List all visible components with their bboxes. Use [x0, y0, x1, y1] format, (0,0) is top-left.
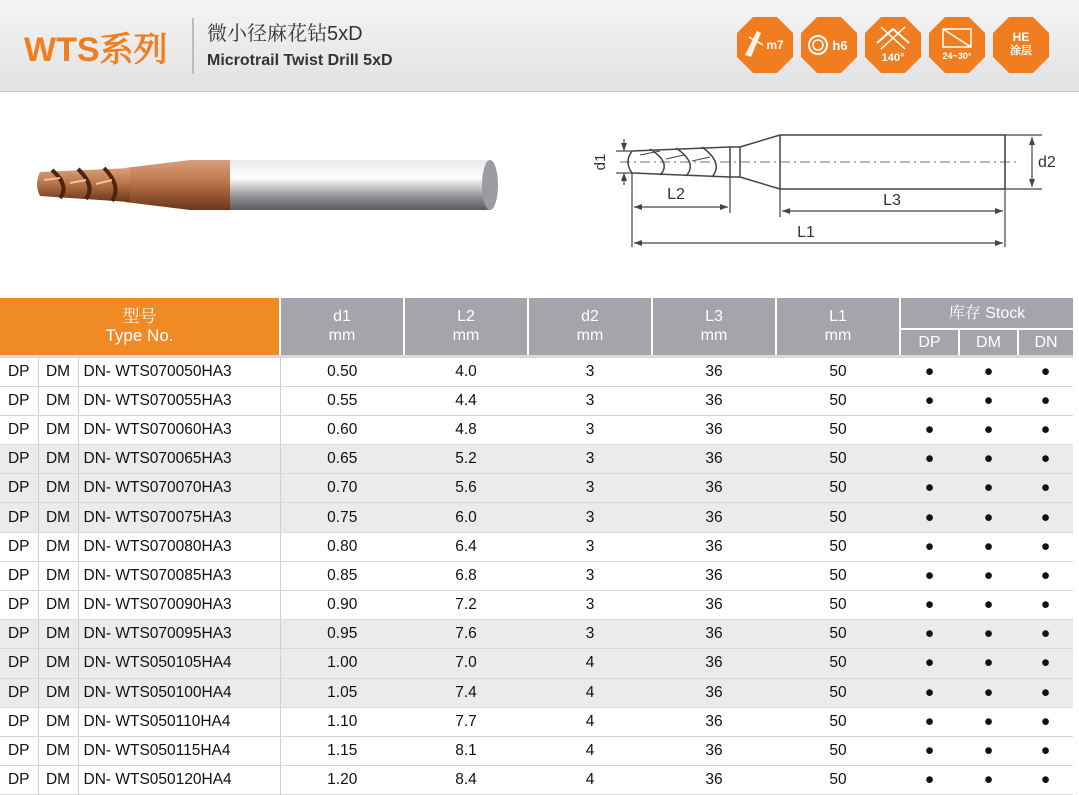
cell-l3: 36 — [652, 707, 776, 736]
cell-dm: ● — [959, 415, 1018, 444]
cell-l2: 5.6 — [404, 474, 528, 503]
cell-d2: 3 — [528, 532, 652, 561]
cell-b: DM — [38, 386, 78, 415]
cell-l2: 6.8 — [404, 561, 528, 590]
table-row — [0, 503, 1073, 532]
header-band — [0, 0, 1079, 92]
cell-l2: 6.0 — [404, 503, 528, 532]
cell-l3: 36 — [652, 620, 776, 649]
cell-dn: ● — [1018, 386, 1073, 415]
cell-dp: ● — [900, 678, 959, 707]
cell-d2: 3 — [528, 415, 652, 444]
table-row — [0, 474, 1073, 503]
table-row — [0, 415, 1073, 444]
cell-d1: 1.10 — [280, 707, 404, 736]
cell-l1: 50 — [776, 620, 900, 649]
cell-d1: 0.95 — [280, 620, 404, 649]
cell-l3: 36 — [652, 445, 776, 474]
cell-dm: ● — [959, 736, 1018, 765]
label-L1: L1 — [797, 224, 815, 241]
cell-d2: 4 — [528, 766, 652, 795]
badge-label-m7: m7 — [766, 38, 784, 52]
cell-b: DM — [38, 591, 78, 620]
cell-d1: 0.50 — [280, 356, 404, 386]
header-type-en: Type No. — [105, 326, 174, 346]
cell-d1: 0.60 — [280, 415, 404, 444]
table-header — [0, 298, 1073, 356]
cell-type: DN- WTS070070HA3 — [78, 474, 280, 503]
cell-dm: ● — [959, 386, 1018, 415]
cell-dm: ● — [959, 445, 1018, 474]
cell-type: DN- WTS050110HA4 — [78, 707, 280, 736]
cell-d2: 4 — [528, 736, 652, 765]
cell-l1: 50 — [776, 474, 900, 503]
cell-dn: ● — [1018, 620, 1073, 649]
cell-d1: 0.90 — [280, 591, 404, 620]
header-d1 — [280, 298, 404, 356]
cell-l1: 50 — [776, 766, 900, 795]
cell-type: DN- WTS050105HA4 — [78, 649, 280, 678]
cell-a: DP — [0, 415, 38, 444]
cell-d2: 4 — [528, 649, 652, 678]
cell-a: DP — [0, 678, 38, 707]
cell-dn: ● — [1018, 678, 1073, 707]
cell-dp: ● — [900, 591, 959, 620]
table-row — [0, 707, 1073, 736]
header-L2-name: L2 — [457, 308, 475, 326]
cell-dm: ● — [959, 474, 1018, 503]
header-L2 — [404, 298, 528, 356]
cell-l3: 36 — [652, 386, 776, 415]
cell-dm: ● — [959, 532, 1018, 561]
cell-dp: ● — [900, 386, 959, 415]
badge-label-helix: 24~30° — [942, 51, 972, 61]
cell-l2: 7.0 — [404, 649, 528, 678]
cell-d1: 0.70 — [280, 474, 404, 503]
cell-b: DM — [38, 620, 78, 649]
cell-type: DN- WTS070095HA3 — [78, 620, 280, 649]
cell-dm: ● — [959, 561, 1018, 590]
cell-l3: 36 — [652, 736, 776, 765]
table-row — [0, 561, 1073, 590]
header-divider — [192, 18, 194, 74]
cell-dn: ● — [1018, 503, 1073, 532]
cell-b: DM — [38, 561, 78, 590]
dimension-diagram — [580, 125, 1060, 255]
header-L3 — [652, 298, 776, 356]
table-body — [0, 356, 1073, 795]
cell-l2: 7.2 — [404, 591, 528, 620]
cell-d1: 0.85 — [280, 561, 404, 590]
cell-d1: 1.00 — [280, 649, 404, 678]
cell-type: DN- WTS070060HA3 — [78, 415, 280, 444]
cell-b: DM — [38, 415, 78, 444]
cell-a: DP — [0, 649, 38, 678]
table-row — [0, 766, 1073, 795]
cell-b: DM — [38, 678, 78, 707]
badge-label-h6: h6 — [832, 38, 848, 53]
shank-tolerance-icon — [735, 15, 795, 75]
cell-type: DN- WTS070080HA3 — [78, 532, 280, 561]
series-title: WTS系列 — [24, 31, 168, 69]
cell-dp: ● — [900, 503, 959, 532]
label-d2: d2 — [1038, 154, 1056, 171]
header-d1-name: d1 — [333, 308, 351, 326]
cell-a: DP — [0, 503, 38, 532]
cell-dm: ● — [959, 649, 1018, 678]
cell-l3: 36 — [652, 591, 776, 620]
table-row — [0, 386, 1073, 415]
cell-d2: 3 — [528, 356, 652, 386]
cell-l1: 50 — [776, 736, 900, 765]
cell-a: DP — [0, 620, 38, 649]
cell-l2: 4.4 — [404, 386, 528, 415]
cell-dn: ● — [1018, 474, 1073, 503]
cell-l2: 4.0 — [404, 356, 528, 386]
cell-dn: ● — [1018, 415, 1073, 444]
cell-b: DM — [38, 532, 78, 561]
cell-a: DP — [0, 591, 38, 620]
spec-table — [0, 298, 1073, 795]
cell-dp: ● — [900, 707, 959, 736]
cell-type: DN- WTS070090HA3 — [78, 591, 280, 620]
header-stock: 库存 Stock — [900, 298, 1073, 329]
cell-d2: 3 — [528, 445, 652, 474]
cell-l1: 50 — [776, 591, 900, 620]
header-stock-dn: DN — [1018, 329, 1073, 356]
table-row — [0, 532, 1073, 561]
cell-dm: ● — [959, 503, 1018, 532]
cell-a: DP — [0, 532, 38, 561]
cell-b: DM — [38, 356, 78, 386]
badge-label-coating: 涂层 — [1010, 45, 1032, 57]
cell-d2: 3 — [528, 561, 652, 590]
table-row — [0, 445, 1073, 474]
tolerance-circle-icon — [799, 15, 859, 75]
cell-dp: ● — [900, 736, 959, 765]
cell-dn: ● — [1018, 561, 1073, 590]
cell-l1: 50 — [776, 356, 900, 386]
cell-d2: 3 — [528, 503, 652, 532]
cell-a: DP — [0, 561, 38, 590]
cell-l3: 36 — [652, 356, 776, 386]
cell-a: DP — [0, 356, 38, 386]
cell-dm: ● — [959, 707, 1018, 736]
header-d1-unit: mm — [328, 327, 356, 345]
cell-b: DM — [38, 445, 78, 474]
cell-d2: 3 — [528, 591, 652, 620]
cell-l3: 36 — [652, 561, 776, 590]
cell-l3: 36 — [652, 415, 776, 444]
cell-dp: ● — [900, 356, 959, 386]
cell-dp: ● — [900, 766, 959, 795]
cell-dm: ● — [959, 678, 1018, 707]
cell-d1: 1.15 — [280, 736, 404, 765]
cell-l1: 50 — [776, 678, 900, 707]
header-L3-name: L3 — [705, 308, 723, 326]
cell-dp: ● — [900, 532, 959, 561]
cell-b: DM — [38, 736, 78, 765]
header-type-cn: 型号 — [122, 307, 157, 327]
cell-l1: 50 — [776, 415, 900, 444]
cell-d1: 0.75 — [280, 503, 404, 532]
cell-l2: 8.1 — [404, 736, 528, 765]
cell-l1: 50 — [776, 445, 900, 474]
cell-dp: ● — [900, 620, 959, 649]
cell-l3: 36 — [652, 503, 776, 532]
coating-icon — [991, 15, 1051, 75]
cell-a: DP — [0, 474, 38, 503]
cell-b: DM — [38, 503, 78, 532]
cell-d2: 3 — [528, 620, 652, 649]
header-d2-unit: mm — [576, 327, 604, 345]
cell-type: DN- WTS070075HA3 — [78, 503, 280, 532]
table-row — [0, 736, 1073, 765]
cell-dn: ● — [1018, 445, 1073, 474]
cell-dp: ● — [900, 649, 959, 678]
cell-a: DP — [0, 736, 38, 765]
cell-dm: ● — [959, 591, 1018, 620]
cell-type: DN- WTS070085HA3 — [78, 561, 280, 590]
cell-l1: 50 — [776, 532, 900, 561]
cell-dn: ● — [1018, 736, 1073, 765]
table-row — [0, 356, 1073, 386]
cell-dn: ● — [1018, 532, 1073, 561]
badge-label-140: 140° — [881, 52, 905, 64]
cell-b: DM — [38, 649, 78, 678]
header-L2-unit: mm — [452, 327, 480, 345]
cell-type: DN- WTS050120HA4 — [78, 766, 280, 795]
cell-dm: ● — [959, 620, 1018, 649]
header-stock-dp: DP — [900, 329, 959, 356]
header-L1-unit: mm — [824, 327, 852, 345]
badge-label-he: HE — [1012, 30, 1030, 44]
cell-dn: ● — [1018, 766, 1073, 795]
cell-l1: 50 — [776, 503, 900, 532]
cell-type: DN- WTS070065HA3 — [78, 445, 280, 474]
cell-type: DN- WTS050100HA4 — [78, 678, 280, 707]
cell-b: DM — [38, 474, 78, 503]
cell-l2: 4.8 — [404, 415, 528, 444]
table-row — [0, 591, 1073, 620]
cell-a: DP — [0, 766, 38, 795]
cell-b: DM — [38, 707, 78, 736]
cell-dm: ● — [959, 766, 1018, 795]
cell-dn: ● — [1018, 649, 1073, 678]
header-stock-dm: DM — [959, 329, 1018, 356]
cell-type: DN- WTS070055HA3 — [78, 386, 280, 415]
helix-angle-icon — [927, 15, 987, 75]
cell-l3: 36 — [652, 532, 776, 561]
product-title-cn: 微小径麻花钻5xD — [207, 23, 363, 45]
label-L3: L3 — [883, 192, 901, 209]
header-d2-name: d2 — [581, 308, 599, 326]
table-row — [0, 678, 1073, 707]
cell-dn: ● — [1018, 591, 1073, 620]
header-d2 — [528, 298, 652, 356]
header-L1-name: L1 — [829, 308, 847, 326]
cell-dp: ● — [900, 415, 959, 444]
cell-d2: 4 — [528, 707, 652, 736]
cell-dp: ● — [900, 561, 959, 590]
table-row — [0, 620, 1073, 649]
cell-l1: 50 — [776, 386, 900, 415]
cell-d1: 0.65 — [280, 445, 404, 474]
label-d1: d1 — [592, 153, 609, 171]
header-L1 — [776, 298, 900, 356]
cell-a: DP — [0, 386, 38, 415]
cell-l2: 8.4 — [404, 766, 528, 795]
header-type-no — [0, 298, 280, 356]
cell-d2: 3 — [528, 474, 652, 503]
cell-d1: 0.80 — [280, 532, 404, 561]
cell-l2: 5.2 — [404, 445, 528, 474]
cell-l1: 50 — [776, 707, 900, 736]
label-L2: L2 — [667, 186, 685, 203]
cell-dm: ● — [959, 356, 1018, 386]
cell-a: DP — [0, 445, 38, 474]
cell-dp: ● — [900, 445, 959, 474]
cell-d1: 1.20 — [280, 766, 404, 795]
cell-dp: ● — [900, 474, 959, 503]
cell-d2: 3 — [528, 386, 652, 415]
cell-type: DN- WTS070050HA3 — [78, 356, 280, 386]
cell-l3: 36 — [652, 766, 776, 795]
cell-l2: 7.7 — [404, 707, 528, 736]
cell-l3: 36 — [652, 678, 776, 707]
cell-dn: ● — [1018, 707, 1073, 736]
cell-b: DM — [38, 766, 78, 795]
cell-d2: 4 — [528, 678, 652, 707]
product-title-en: Microtrail Twist Drill 5xD — [207, 52, 393, 69]
point-angle-icon — [863, 15, 923, 75]
cell-l2: 7.4 — [404, 678, 528, 707]
table-row — [0, 649, 1073, 678]
cell-type: DN- WTS050115HA4 — [78, 736, 280, 765]
cell-l1: 50 — [776, 561, 900, 590]
cell-l2: 7.6 — [404, 620, 528, 649]
drill-product-image — [30, 150, 502, 220]
cell-a: DP — [0, 707, 38, 736]
cell-l3: 36 — [652, 474, 776, 503]
cell-d1: 1.05 — [280, 678, 404, 707]
cell-l2: 6.4 — [404, 532, 528, 561]
cell-l1: 50 — [776, 649, 900, 678]
header-L3-unit: mm — [700, 327, 728, 345]
cell-l3: 36 — [652, 649, 776, 678]
cell-d1: 0.55 — [280, 386, 404, 415]
cell-dn: ● — [1018, 356, 1073, 386]
